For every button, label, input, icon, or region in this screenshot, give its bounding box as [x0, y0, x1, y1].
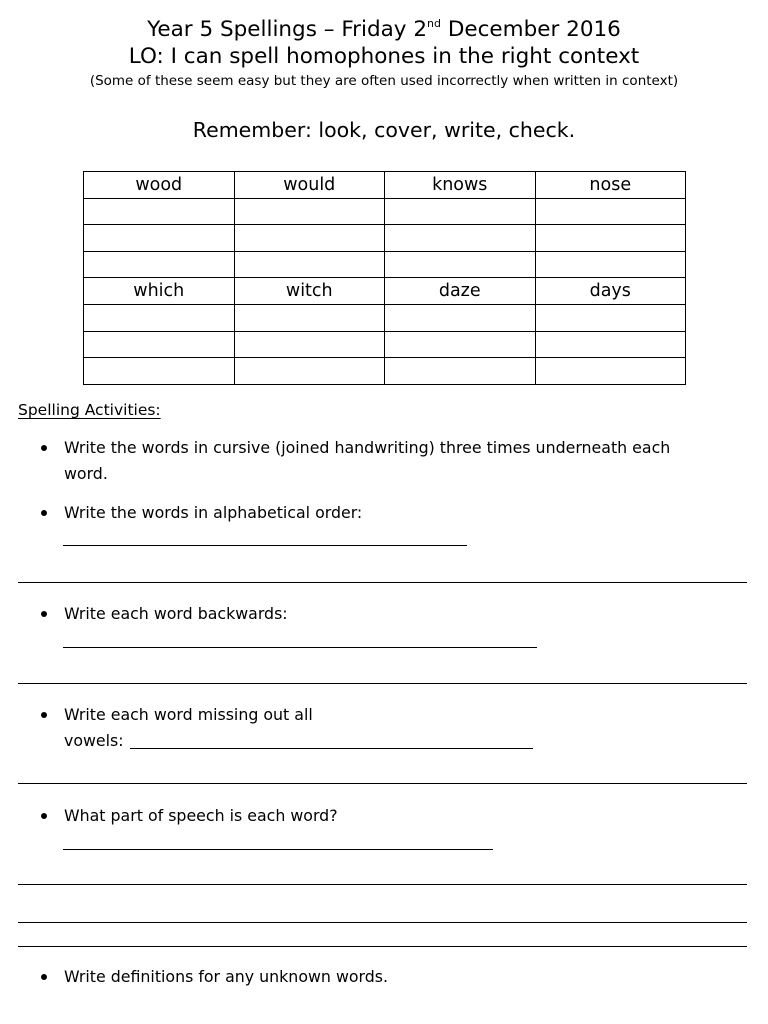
answer-line[interactable] — [63, 849, 493, 850]
activity-text: Write each word backwards: — [64, 604, 288, 623]
answer-line[interactable] — [18, 946, 747, 947]
practice-cell[interactable] — [234, 358, 385, 385]
title-text: Year 5 Spellings – Friday 2 — [147, 17, 428, 42]
practice-cell[interactable] — [385, 251, 536, 278]
activity-text: Write definitions for any unknown words. — [64, 967, 389, 986]
practice-row — [84, 251, 686, 278]
practice-cell[interactable] — [84, 331, 235, 358]
word-cell: witch — [234, 278, 385, 305]
answer-line[interactable] — [18, 582, 747, 583]
practice-cell[interactable] — [84, 225, 235, 252]
practice-cell[interactable] — [535, 198, 686, 225]
answer-line[interactable] — [18, 783, 747, 784]
learning-objective: LO: I can spell homophones in the right context — [128, 44, 640, 69]
practice-cell[interactable] — [234, 331, 385, 358]
practice-cell[interactable] — [234, 251, 385, 278]
word-cell: days — [535, 278, 686, 305]
activity-text-continued: vowels: — [64, 731, 124, 750]
practice-cell[interactable] — [535, 358, 686, 385]
bullet-dot-icon — [41, 611, 47, 617]
answer-line[interactable] — [18, 683, 747, 684]
practice-cell[interactable] — [385, 198, 536, 225]
bullet-dot-icon — [41, 445, 47, 451]
practice-cell[interactable] — [535, 331, 686, 358]
practice-cell[interactable] — [234, 225, 385, 252]
activity-text: Write the words in cursive (joined handwriting) three times underneath each — [64, 438, 671, 457]
practice-cell[interactable] — [385, 304, 536, 331]
word-row — [84, 278, 686, 305]
activity-text: Write each word missing out all — [64, 705, 313, 724]
practice-cell[interactable] — [84, 198, 235, 225]
activity-text: What part of speech is each word? — [64, 806, 338, 825]
title-date-tail: December 2016 — [440, 17, 621, 42]
practice-cell[interactable] — [234, 198, 385, 225]
practice-cell[interactable] — [84, 251, 235, 278]
practice-row — [84, 358, 686, 385]
word-cell: knows — [385, 172, 536, 199]
remember-line: Remember: look, cover, write, check. — [192, 118, 576, 142]
bullet-dot-icon — [41, 974, 47, 980]
practice-cell[interactable] — [385, 358, 536, 385]
answer-line[interactable] — [63, 647, 537, 648]
practice-cell[interactable] — [84, 358, 235, 385]
spelling-table — [83, 171, 686, 385]
practice-cell[interactable] — [84, 304, 235, 331]
activity-text: Write the words in alphabetical order: — [64, 503, 363, 522]
bullet-dot-icon — [41, 813, 47, 819]
answer-line[interactable] — [18, 884, 747, 885]
answer-line[interactable] — [18, 922, 747, 923]
word-cell: nose — [535, 172, 686, 199]
activity-text-continued: word. — [64, 464, 108, 483]
practice-cell[interactable] — [535, 225, 686, 252]
practice-row — [84, 304, 686, 331]
word-cell: would — [234, 172, 385, 199]
word-row — [84, 172, 686, 199]
practice-row — [84, 198, 686, 225]
practice-cell[interactable] — [385, 225, 536, 252]
word-cell: wood — [84, 172, 235, 199]
practice-row — [84, 225, 686, 252]
title-ordinal-suffix: nd — [427, 17, 441, 30]
header-note: (Some of these seem easy but they are often used incorrectly when written in context) — [89, 73, 679, 89]
activities-heading: Spelling Activities: — [18, 401, 161, 419]
answer-line[interactable] — [130, 748, 533, 749]
practice-cell[interactable] — [234, 304, 385, 331]
page-title — [0, 16, 768, 44]
bullet-dot-icon — [41, 712, 47, 718]
answer-line[interactable] — [63, 545, 467, 546]
practice-cell[interactable] — [385, 331, 536, 358]
practice-cell[interactable] — [535, 251, 686, 278]
practice-cell[interactable] — [535, 304, 686, 331]
word-cell: daze — [385, 278, 536, 305]
word-cell: which — [84, 278, 235, 305]
practice-row — [84, 331, 686, 358]
bullet-dot-icon — [41, 510, 47, 516]
